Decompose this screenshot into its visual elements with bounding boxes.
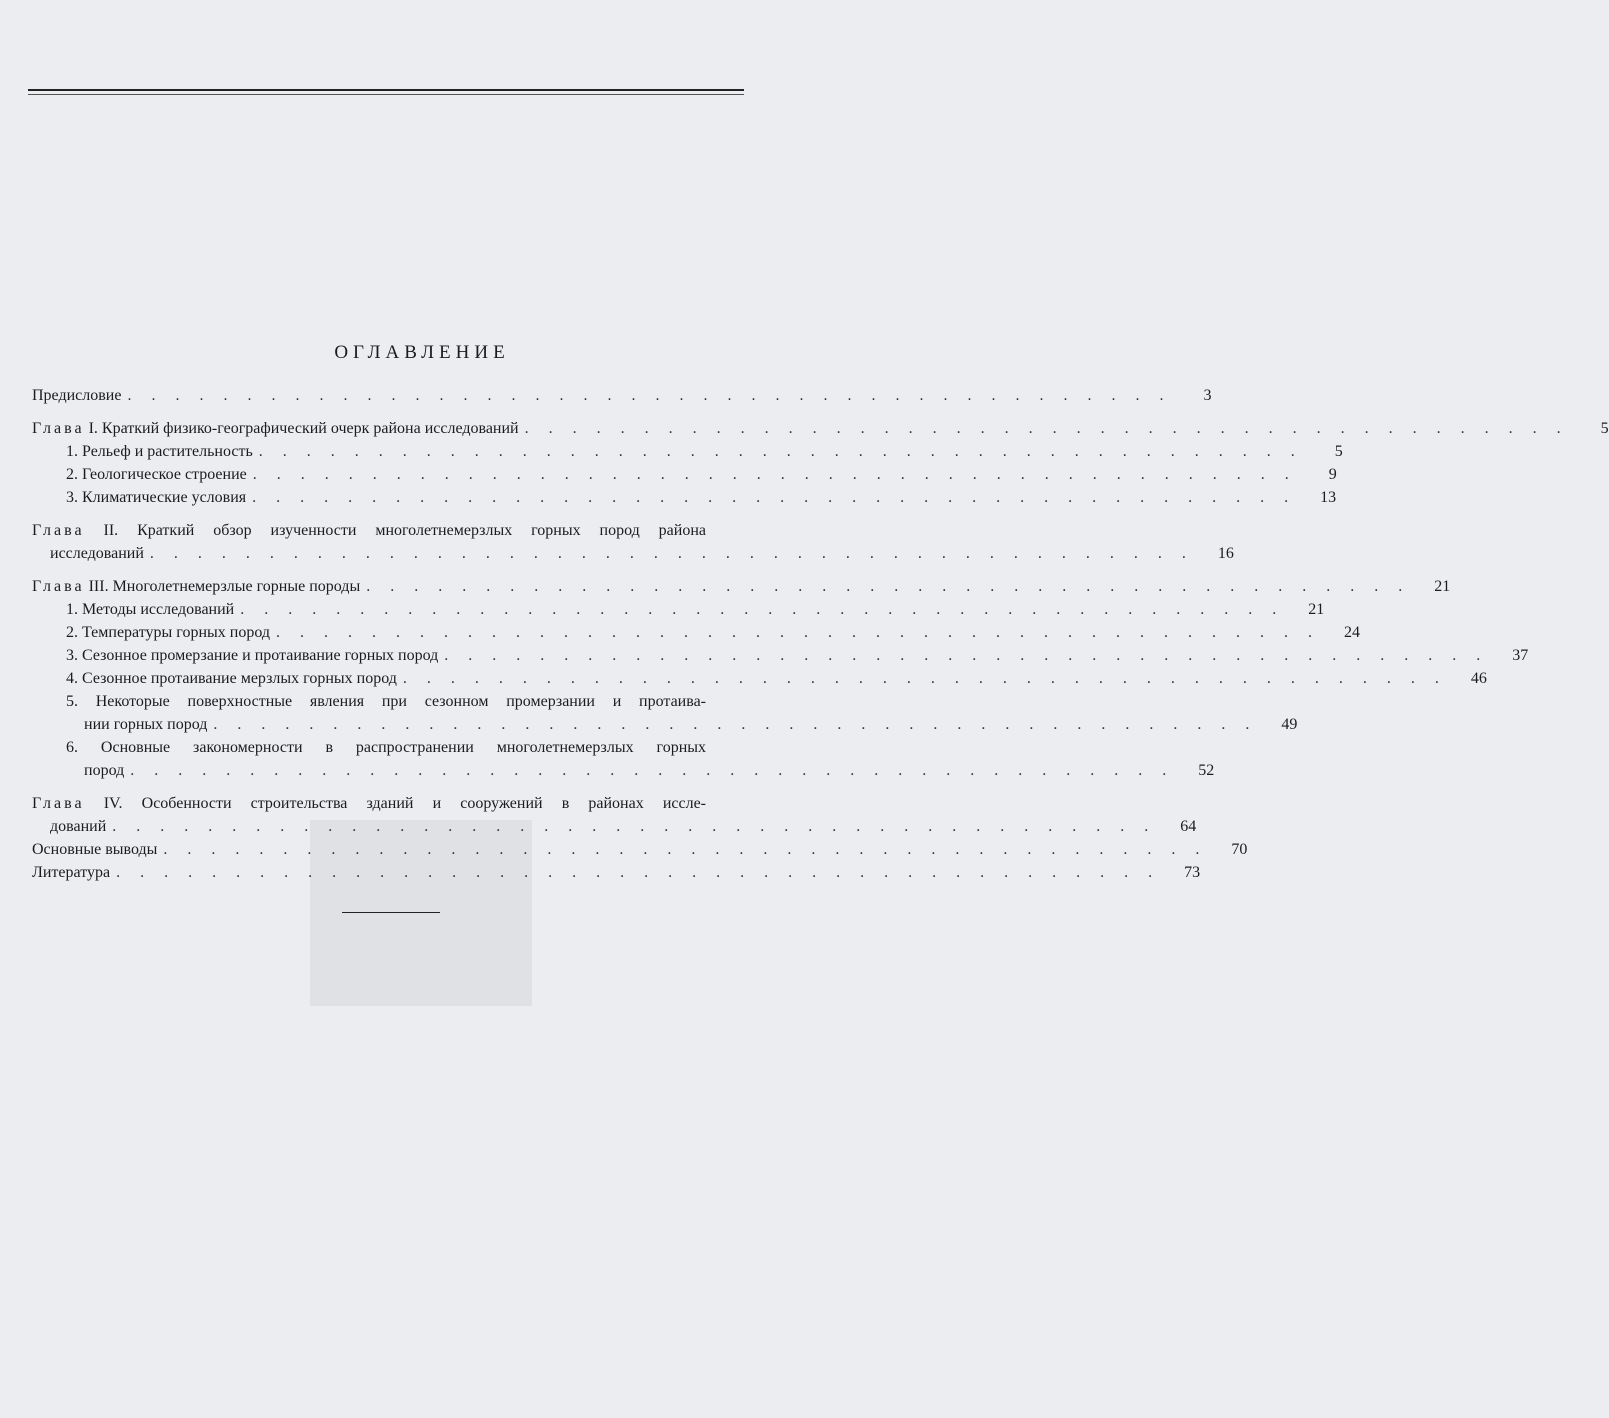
toc-page-number: 49 [1281,716,1298,733]
toc-entry-text: 3. Сезонное промерзание и протаивание горных пород [66,647,439,664]
leader-dots: . . . . . . . . . . . . . . . . . . . . . . . . . . . . . . . . . . . . . . . . . . . . [444,647,1489,664]
toc-entry[interactable] [32,384,1212,407]
toc-entry[interactable] [32,690,1298,736]
toc-page-number: 3 [1203,387,1212,404]
chapter-prefix: Глава [32,420,85,437]
toc-entry-text: 3. Климатические условия [66,489,247,506]
leader-dots: . . . . . . . . . . . . . . . . . . . . . . . . . . . . . . . . . . . . . . . . . . . . [252,466,1297,483]
toc-entry-text: 1. Методы исследований [66,601,235,618]
toc-entry[interactable] [32,838,1248,861]
toc-entry[interactable] [32,667,1487,690]
toc-page-number: 73 [1184,864,1201,881]
toc-page-number: 46 [1470,670,1487,687]
toc-page-number: 9 [1328,466,1337,483]
leader-dots: . . . . . . . . . . . . . . . . . . . . . . . . . . . . . . . . . . . . . . . . . . . . [524,420,1569,437]
toc-entry[interactable] [32,486,1337,509]
leader-dots: . . . . . . . . . . . . . . . . . . . . . . . . . . . . . . . . . . . . . . . . . . . . [163,841,1208,858]
toc-page-number: 37 [1512,647,1529,664]
toc-entry-text: III. Многолетнемерзлые горные породы [88,578,361,595]
toc-entry-text: 4. Сезонное протаивание мерзлых горных пород [66,670,397,687]
leader-dots: . . . . . . . . . . . . . . . . . . . . . . . . . . . . . . . . . . . . . . . . . . . . [112,818,1157,835]
toc-chapter[interactable] [32,519,1234,565]
toc-page-number: 5 [1600,420,1609,437]
toc-entry[interactable] [32,440,1343,463]
page-title: ОГЛАВЛЕНИЕ [334,342,510,363]
leader-dots: . . . . . . . . . . . . . . . . . . . . . . . . . . . . . . . . . . . . . . . . . . . . [252,489,1297,506]
toc-entry-text: Литература [32,864,111,881]
toc-entry[interactable] [32,463,1337,486]
toc-page-number: 24 [1344,624,1360,641]
toc-page-number: 13 [1320,489,1337,506]
toc-entry-text: 6. Основные закономерности в распространении многолетнемерзлых горных [66,739,706,756]
toc-page-number: 21 [1434,578,1451,595]
toc-page-number: 70 [1231,841,1248,858]
toc-entry-text: 2. Геологическое строение [66,466,247,483]
toc-entry-text: IV. Особенности строительства зданий и сооружений в районах иссле- [103,795,706,812]
chapter-prefix: Глава [32,578,85,595]
leader-dots: . . . . . . . . . . . . . . . . . . . . . . . . . . . . . . . . . . . . . . . . . . . . [149,545,1194,562]
leader-dots: . . . . . . . . . . . . . . . . . . . . . . . . . . . . . . . . . . . . . . . . . . . . [127,387,1172,404]
chapter-prefix: Глава [32,795,85,812]
toc-page-number: 64 [1180,818,1197,835]
toc-chapter[interactable] [32,417,1609,440]
toc-entry[interactable] [32,644,1529,667]
toc-entry[interactable] [32,621,1360,644]
toc-page-number: 52 [1198,762,1215,779]
toc-page-number: 5 [1334,443,1343,460]
toc-entry-text: II. Краткий обзор изученности многолетнемерзлых горных пород района [103,522,706,539]
toc-entry-text-cont: исследований [50,545,144,562]
toc-entry[interactable] [32,861,1201,884]
toc-entry-text: 5. Некоторые поверхностные явления при сезонном промерзании и протаива- [66,693,706,710]
leader-dots: . . . . . . . . . . . . . . . . . . . . . . . . . . . . . . . . . . . . . . . . . . . . [240,601,1285,618]
leader-dots: . . . . . . . . . . . . . . . . . . . . . . . . . . . . . . . . . . . . . . . . . . . . [213,716,1258,733]
leader-dots: . . . . . . . . . . . . . . . . . . . . . . . . . . . . . . . . . . . . . . . . . . . . [402,670,1447,687]
toc-chapter[interactable] [32,792,1197,838]
leader-dots: . . . . . . . . . . . . . . . . . . . . . . . . . . . . . . . . . . . . . . . . . . . . [130,762,1175,779]
toc-entry-text-cont: нии горных пород [84,716,208,733]
toc-chapter[interactable] [32,575,1451,598]
toc-page-number: 16 [1217,545,1234,562]
toc-entry-text: Предисловие [32,387,122,404]
toc-entry[interactable] [32,736,1215,782]
toc-entry-text: I. Краткий физико-географический очерк района исследований [88,420,519,437]
leader-dots: . . . . . . . . . . . . . . . . . . . . . . . . . . . . . . . . . . . . . . . . . . . . [366,578,1411,595]
table-of-contents [32,384,1609,884]
leader-dots: . . . . . . . . . . . . . . . . . . . . . . . . . . . . . . . . . . . . . . . . . . . . [258,443,1303,460]
toc-entry[interactable] [32,598,1325,621]
closing-rule [342,912,440,913]
leader-dots: . . . . . . . . . . . . . . . . . . . . . . . . . . . . . . . . . . . . . . . . . . . . [116,864,1161,881]
leader-dots: . . . . . . . . . . . . . . . . . . . . . . . . . . . . . . . . . . . . . . . . . . . . [276,624,1320,641]
chapter-prefix: Глава [32,522,85,539]
toc-entry-text-cont: пород [84,762,125,779]
top-rule [28,89,744,91]
top-rule-thin [28,94,744,95]
toc-page-number: 21 [1308,601,1325,618]
toc-entry-text: Основные выводы [32,841,158,858]
toc-entry-text-cont: дований [50,818,107,835]
toc-entry-text: 1. Рельеф и растительность [66,443,253,460]
toc-entry-text: 2. Температуры горных пород [66,624,270,641]
